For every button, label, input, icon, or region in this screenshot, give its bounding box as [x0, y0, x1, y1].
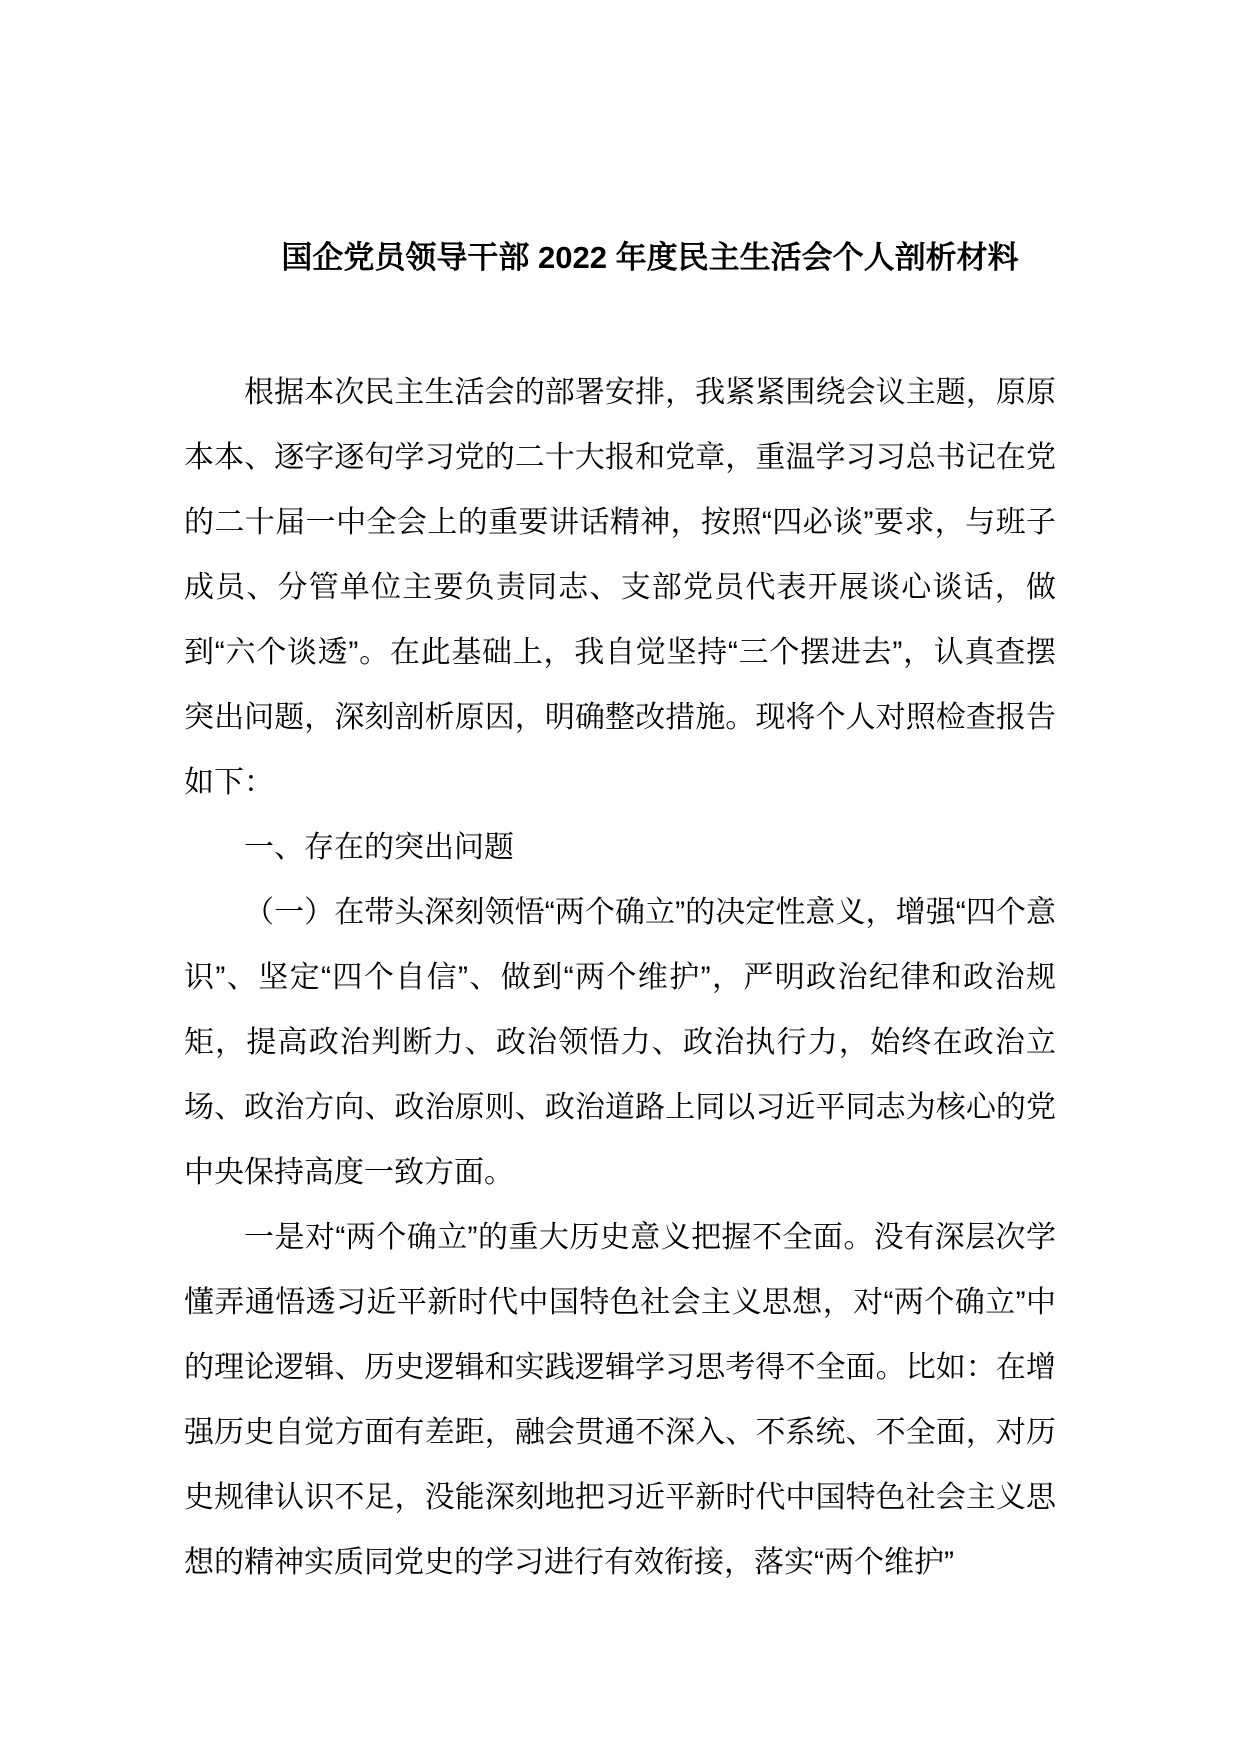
document-body	[184, 360, 1056, 1595]
paragraph: 一是对“两个确立”的重大历史意义把握不全面。没有深层次学懂弄通悟透习近平新时代中国特色社会主义思想，对“两个确立”中的理论逻辑、历史逻辑和实践逻辑学习思考得不全面。比如：在增强历史自觉方面有差距，融会贯通不深入、不系统、不全面，对历史规律认识不足，没能深刻地把习近平新时代中国特色社会主义思想的精神实质同党史的学习进行有效衔接，落实“两个维护”	[184, 1221, 1056, 1579]
paragraph: （一）在带头深刻领悟“两个确立”的决定性意义，增强“四个意识”、坚定“四个自信”、做到“两个维护”，严明政治纪律和政治规矩，提高政治判断力、政治领悟力、政治执行力，始终在政治立场、政治方向、政治原则、政治道路上同以习近平同志为核心的党中央保持高度一致方面。	[184, 896, 1056, 1189]
section-heading: 一、存在的突出问题	[244, 831, 514, 864]
document-title: 国企党员领导干部 2022 年度民主生活会个人剖析材料	[281, 240, 1019, 275]
paragraph: 根据本次民主生活会的部署安排，我紧紧围绕会议主题，原原本本、逐字逐句学习党的二十大报和党章，重温学习习总书记在党的二十届一中全会上的重要讲话精神，按照“四必谈”要求，与班子成员、分管单位主要负责同志、支部党员代表开展谈心谈话，做到“六个谈透”。在此基础上，我自觉坚持“三个摆进去”，认真查摆突出问题，深刻剖析原因，明确整改措施。现将个人对照检查报告如下：	[184, 376, 1056, 799]
